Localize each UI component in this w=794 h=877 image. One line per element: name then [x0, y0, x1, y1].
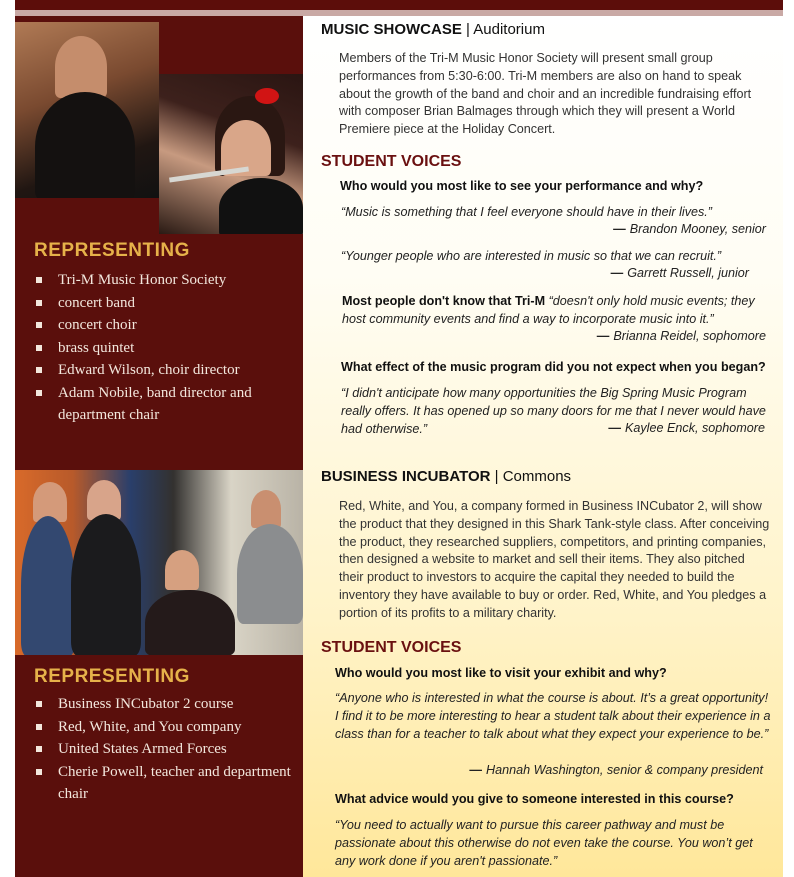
- music-quote-2: “Younger people who are interested in music so that we can recruit.”: [341, 249, 722, 263]
- business-section-heading: BUSINESS INCUBATOR | Commons: [321, 468, 572, 485]
- list-item: brass quintet: [34, 337, 294, 360]
- music-heading: MUSIC SHOWCASE: [321, 21, 462, 38]
- top-color-bar: [15, 0, 783, 10]
- music-attribution-1: [613, 222, 766, 236]
- attribution-name: Hannah Washington, senior & company president: [486, 763, 763, 777]
- main-content-panel: [303, 16, 783, 877]
- music-question-2: What effect of the music program did you not expect when you began?: [341, 360, 766, 374]
- music-description: Members of the Tri-M Music Honor Society will present small group performances from 5:30-6:00. Tri-M members are also on hand to speak about the growth of the band and choir and an incredible fundraising effort with composer Brian Balmages through which they will present a World Premiere piece at the Holiday Concert.: [339, 51, 752, 137]
- business-description: Red, White, and You, a company formed in Business INCubator 2, will show the product that they designed in this Shark Tank-style class. After conceiving the product, they researched suppliers, competitors, and printing companies, then designed a website to market and sell their items. They also pitched their product to investors to acquire the capital they needed to build the inventory they have available to buy or order. Red, White, and You pledges a portion of its profits to a military charity.: [339, 499, 770, 620]
- music-question-1: Who would you most like to see your performance and why?: [340, 179, 704, 193]
- music-quote-3: [342, 293, 770, 329]
- student-singing-photo: [15, 22, 159, 198]
- list-item: Red, White, and You company: [34, 716, 294, 739]
- business-heading: BUSINESS INCUBATOR: [321, 468, 491, 485]
- em-dash: —: [596, 329, 610, 343]
- business-representing-title: REPRESENTING: [34, 666, 190, 687]
- list-item: concert band: [34, 292, 294, 315]
- music-attribution-3: [597, 329, 766, 343]
- business-attribution-1: [469, 763, 763, 777]
- music-representing-list: [34, 269, 294, 427]
- attribution-name: Garrett Russell, junior: [627, 266, 749, 280]
- quote-lead: Most people don't know that Tri-M: [342, 294, 546, 308]
- business-question-2: What advice would you give to someone interested in this course?: [335, 792, 734, 806]
- business-question-1: Who would you most like to visit your exhibit and why?: [335, 666, 667, 680]
- business-quote-2: “You need to actually want to pursue this career pathway and must be passionate about this otherwise do not even take the course. You won’t get any work done if you aren't passionate.”: [335, 818, 753, 868]
- quote-text: “doesn't only hold music events; they host community events and find a way to incorporate music into it.”: [342, 294, 755, 326]
- attribution-name: Brianna Reidel, sophomore: [613, 329, 766, 343]
- em-dash: —: [469, 763, 482, 777]
- music-student-voices-title: STUDENT VOICES: [321, 153, 462, 170]
- business-location: Commons: [502, 468, 572, 485]
- music-location: Auditorium: [473, 21, 545, 38]
- student-flute-photo: [159, 74, 303, 234]
- list-item: United States Armed Forces: [34, 738, 294, 761]
- business-students-photo: [15, 470, 303, 655]
- attribution-name: Brandon Mooney, senior: [629, 222, 766, 236]
- music-quote-4: “I didn't anticipate how many opportunities the Big Spring Music Program really offers. It has opened up so many doors for me that I never would have had otherwise.”: [341, 386, 766, 436]
- em-dash: —: [610, 266, 624, 280]
- music-quote-1: “Music is something that I feel everyone should have in their lives.”: [341, 205, 712, 219]
- music-attribution-4: [608, 421, 765, 435]
- business-quote-1: “Anyone who is interested in what the course is about. It’s a great opportunity! I find it to be more interesting to hear a student talk about their experience in a class than for a teacher to talk about what they expect your experience to be.”: [335, 691, 771, 741]
- list-item: Cherie Powell, teacher and department chair: [34, 761, 294, 806]
- business-student-voices-title: STUDENT VOICES: [321, 639, 462, 656]
- music-representing-title: REPRESENTING: [34, 240, 190, 261]
- em-dash: —: [613, 222, 626, 236]
- music-attribution-2: [611, 266, 749, 280]
- business-representing-list: [34, 693, 294, 806]
- list-item: Business INCubator 2 course: [34, 693, 294, 716]
- attribution-name: Kaylee Enck, sophomore: [624, 421, 765, 435]
- list-item: Edward Wilson, choir director: [34, 359, 294, 382]
- em-dash: —: [608, 421, 621, 435]
- music-section-heading: MUSIC SHOWCASE | Auditorium: [321, 21, 545, 38]
- list-item: concert choir: [34, 314, 294, 337]
- list-item: Adam Nobile, band director and department chair: [34, 382, 294, 427]
- list-item: Tri-M Music Honor Society: [34, 269, 294, 292]
